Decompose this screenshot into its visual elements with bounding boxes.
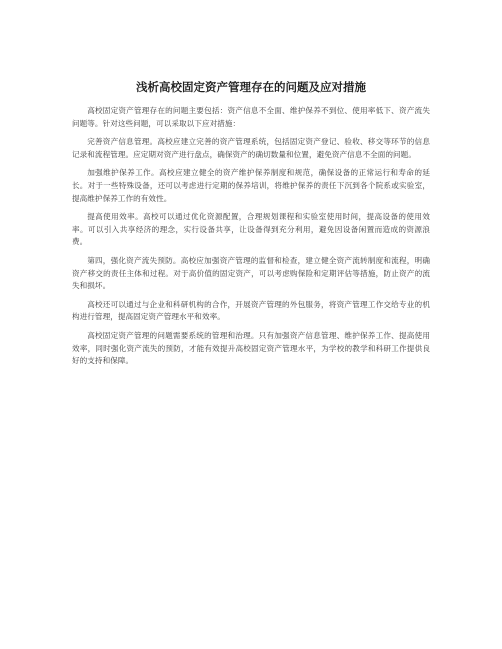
document-title: 浅析高校固定资产管理存在的问题及应对措施: [136, 80, 366, 94]
paragraph-efficiency: 提高使用效率。高校可以通过优化资源配置，合理规划课程和实验室使用时间，提高设备的使用效率。可以引入共享经济的理念，实行设备共享，让设备得到充分利用，避免因设备闲置而造成的资源浪费。: [72, 212, 430, 247]
paragraph-intro: 高校固定资产管理存在的问题主要包括：资产信息不全面、维护保养不到位、使用率低下、资产流失问题等。针对这些问题，可以采取以下应对措施：: [72, 106, 430, 128]
paragraph-outsourcing: 高校还可以通过与企业和科研机构的合作，开展资产管理的外包服务，将资产管理工作交给专业的机构进行管理，提高固定资产管理水平和效率。: [72, 299, 430, 322]
paragraph-conclusion: 高校固定资产管理的问题需要系统的管理和治理。只有加强资产信息管理、维护保养工作、提高使用效率，同时强化资产流失的预防，才能有效提升高校固定资产管理水平，为学校的教学和科研工作提供良好的支持和保障。: [72, 330, 430, 366]
paragraph-maintenance: 加强维护保养工作。高校应建立健全的资产维护保养制度和规范，确保设备的正常运行和寿命的延长。对于一些特殊设备，还可以考虑进行定期的保养培训，将维护保养的责任下沉到各个院系或实验室，提高维护保养工作的有效性。: [72, 168, 430, 203]
paragraph-loss-prevention: 第四，强化资产流失预防。高校应加强资产管理的监督和检查，建立健全资产流转制度和流程，明确资产移交的责任主体和过程。对于高价值的固定资产，可以考虑购保险和定期评估等措施，防止资产的流失和损坏。: [72, 255, 430, 291]
paragraph-asset-info: 完善资产信息管理。高校应建立完善的资产管理系统，包括固定资产登记、验收、移交等环节的信息记录和流程管理。应定期对资产进行盘点，确保资产的确切数量和位置，避免资产信息不全面的问题。: [72, 137, 430, 159]
